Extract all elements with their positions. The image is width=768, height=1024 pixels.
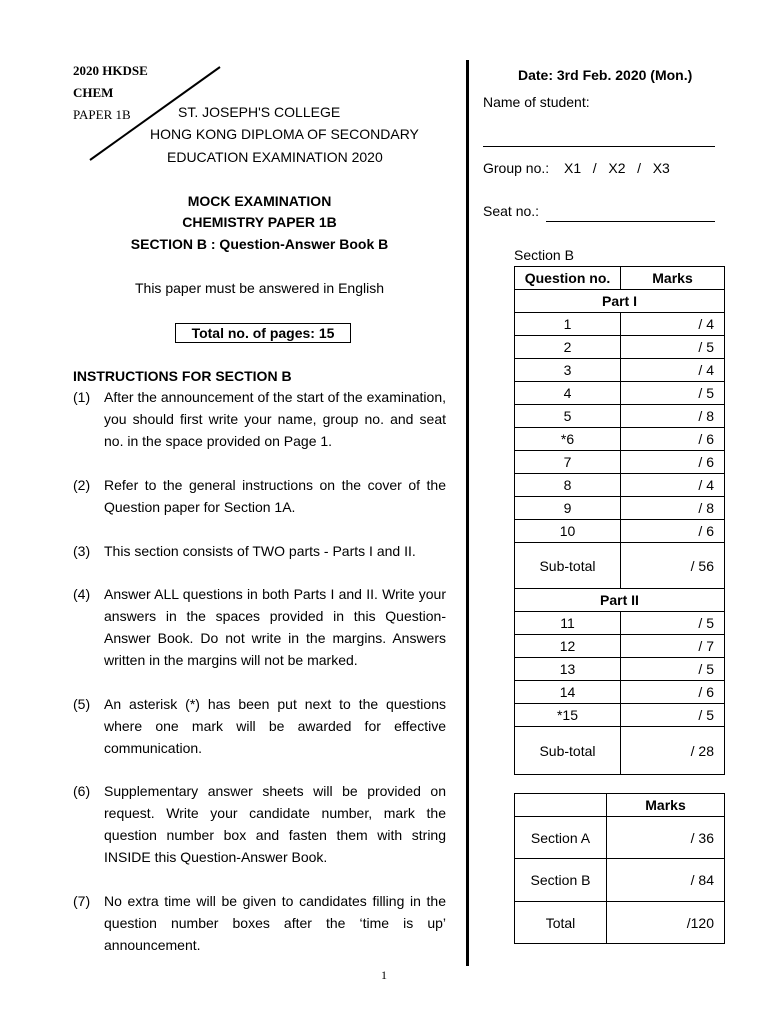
instruction-text: An asterisk (*) has been put next to the questions where one mark will be awarded for effective communication. — [104, 696, 446, 756]
section-b-caption: Section B — [514, 247, 574, 263]
mark-cell: / 5 — [621, 336, 725, 359]
header-school: ST. JOSEPH'S COLLEGE — [178, 104, 341, 120]
question-number: 2 — [515, 336, 621, 359]
instruction-text: Answer ALL questions in both Parts I and II. Write your answers in the spaces provided in this Question-Answer Book. Do not write in the margins. Answers written in the margins will not be marked. — [104, 586, 446, 668]
seat-label: Seat no.: — [483, 203, 540, 219]
instruction-number: (7) — [73, 893, 91, 909]
table-row — [515, 902, 725, 944]
name-label: Name of student: — [483, 94, 590, 110]
table-row — [515, 336, 725, 359]
summary-mark: / 36 — [607, 817, 725, 859]
question-number: 3 — [515, 359, 621, 382]
question-number: 9 — [515, 497, 621, 520]
header-exam-line2: EDUCATION EXAMINATION 2020 — [167, 149, 383, 165]
exam-date: Date: 3rd Feb. 2020 (Mon.) — [518, 67, 693, 83]
instruction-text: Supplementary answer sheets will be provided on request. Write your candidate number, mark the question number box and fasten them with string INSIDE this Question-Answer Book. — [104, 783, 446, 865]
question-number: 12 — [515, 635, 621, 658]
header-exam-line1: HONG KONG DIPLOMA OF SECONDARY — [150, 126, 419, 142]
summary-label: Section A — [515, 817, 607, 859]
mark-cell: / 5 — [621, 382, 725, 405]
mark-cell: / 6 — [621, 451, 725, 474]
subtotal-mark: / 56 — [621, 543, 725, 589]
question-number: 1 — [515, 313, 621, 336]
instruction-number: (3) — [73, 543, 91, 559]
question-number: 11 — [515, 612, 621, 635]
instruction-number: (4) — [73, 586, 91, 602]
subtotal-label: Sub-total — [515, 543, 621, 589]
mark-cell: / 4 — [621, 313, 725, 336]
mark-cell: / 6 — [621, 520, 725, 543]
header-subject: CHEM — [73, 85, 114, 100]
table-row — [515, 497, 725, 520]
instruction-number: (2) — [73, 477, 91, 493]
question-number: 7 — [515, 451, 621, 474]
instruction-text: This section consists of TWO parts - Parts I and II. — [104, 543, 416, 559]
section-b-marks-table — [514, 266, 725, 775]
part2-label: Part II — [515, 589, 725, 612]
table-row — [515, 428, 725, 451]
table-row — [515, 635, 725, 658]
instruction-item — [73, 474, 446, 518]
page-number: 1 — [381, 968, 387, 982]
mark-cell: / 8 — [621, 497, 725, 520]
col-question-header: Question no. — [515, 267, 621, 290]
table-row — [515, 817, 725, 859]
question-number: 8 — [515, 474, 621, 497]
instructions-heading: INSTRUCTIONS FOR SECTION B — [73, 368, 292, 384]
table-row — [515, 474, 725, 497]
header-paper: PAPER 1B — [73, 107, 131, 122]
part1-label: Part I — [515, 290, 725, 313]
group-options: X1 / X2 / X3 — [564, 160, 670, 176]
table-row — [515, 658, 725, 681]
table-row — [515, 382, 725, 405]
question-number: *6 — [515, 428, 621, 451]
title-line3: SECTION B : Question-Answer Book B — [130, 236, 389, 252]
part1-subtotal-row — [515, 543, 725, 589]
table-row — [515, 704, 725, 727]
summary-label: Section B — [515, 859, 607, 902]
instruction-text: Refer to the general instructions on the cover of the Question paper for Section 1A. — [104, 477, 446, 515]
title-line2: CHEMISTRY PAPER 1B — [182, 214, 337, 230]
table-row — [515, 313, 725, 336]
title-line1: MOCK EXAMINATION — [187, 193, 332, 209]
instruction-text: After the announcement of the start of the examination, you should first write your name, group no. and seat no. in the space provided on Page 1. — [104, 389, 446, 449]
summary-mark: /120 — [607, 902, 725, 944]
part2-subtotal-row — [515, 727, 725, 775]
group-label: Group no.: — [483, 160, 550, 176]
name-input-line — [483, 146, 715, 147]
instruction-item — [73, 890, 446, 956]
mark-cell: / 8 — [621, 405, 725, 428]
subtotal-label: Sub-total — [515, 727, 621, 775]
column-divider — [466, 60, 469, 966]
question-number: 4 — [515, 382, 621, 405]
table-row — [515, 405, 725, 428]
summary-marks-table — [514, 793, 725, 944]
mark-cell: / 4 — [621, 359, 725, 382]
mark-cell: / 6 — [621, 681, 725, 704]
table-row — [515, 451, 725, 474]
question-number: 14 — [515, 681, 621, 704]
instruction-number: (5) — [73, 696, 91, 712]
question-number: 5 — [515, 405, 621, 428]
mark-cell: / 5 — [621, 658, 725, 681]
instruction-item — [73, 780, 446, 868]
table-row — [515, 859, 725, 902]
table-row — [515, 359, 725, 382]
mark-cell: / 5 — [621, 704, 725, 727]
total-pages-box: Total no. of pages: 15 — [175, 323, 351, 343]
table-row — [515, 612, 725, 635]
summary-blank-header — [515, 794, 607, 817]
instruction-text: No extra time will be given to candidates filling in the question number boxes after the ‘time is up’ announcement. — [104, 893, 446, 953]
mark-cell: / 7 — [621, 635, 725, 658]
question-number: *15 — [515, 704, 621, 727]
mark-cell: / 6 — [621, 428, 725, 451]
summary-label: Total — [515, 902, 607, 944]
seat-input-line — [546, 221, 715, 222]
question-number: 10 — [515, 520, 621, 543]
instruction-number: (6) — [73, 783, 91, 799]
mark-cell: / 4 — [621, 474, 725, 497]
table-row — [515, 681, 725, 704]
instruction-item — [73, 386, 446, 452]
instruction-number: (1) — [73, 389, 91, 405]
table-row — [515, 520, 725, 543]
summary-marks-header: Marks — [607, 794, 725, 817]
summary-mark: / 84 — [607, 859, 725, 902]
instruction-item — [73, 583, 446, 671]
instruction-item — [73, 693, 446, 759]
instruction-item — [73, 540, 446, 562]
header-year: 2020 HKDSE — [73, 63, 148, 78]
language-note: This paper must be answered in English — [134, 280, 385, 296]
subtotal-mark: / 28 — [621, 727, 725, 775]
question-number: 13 — [515, 658, 621, 681]
mark-cell: / 5 — [621, 612, 725, 635]
col-marks-header: Marks — [621, 267, 725, 290]
